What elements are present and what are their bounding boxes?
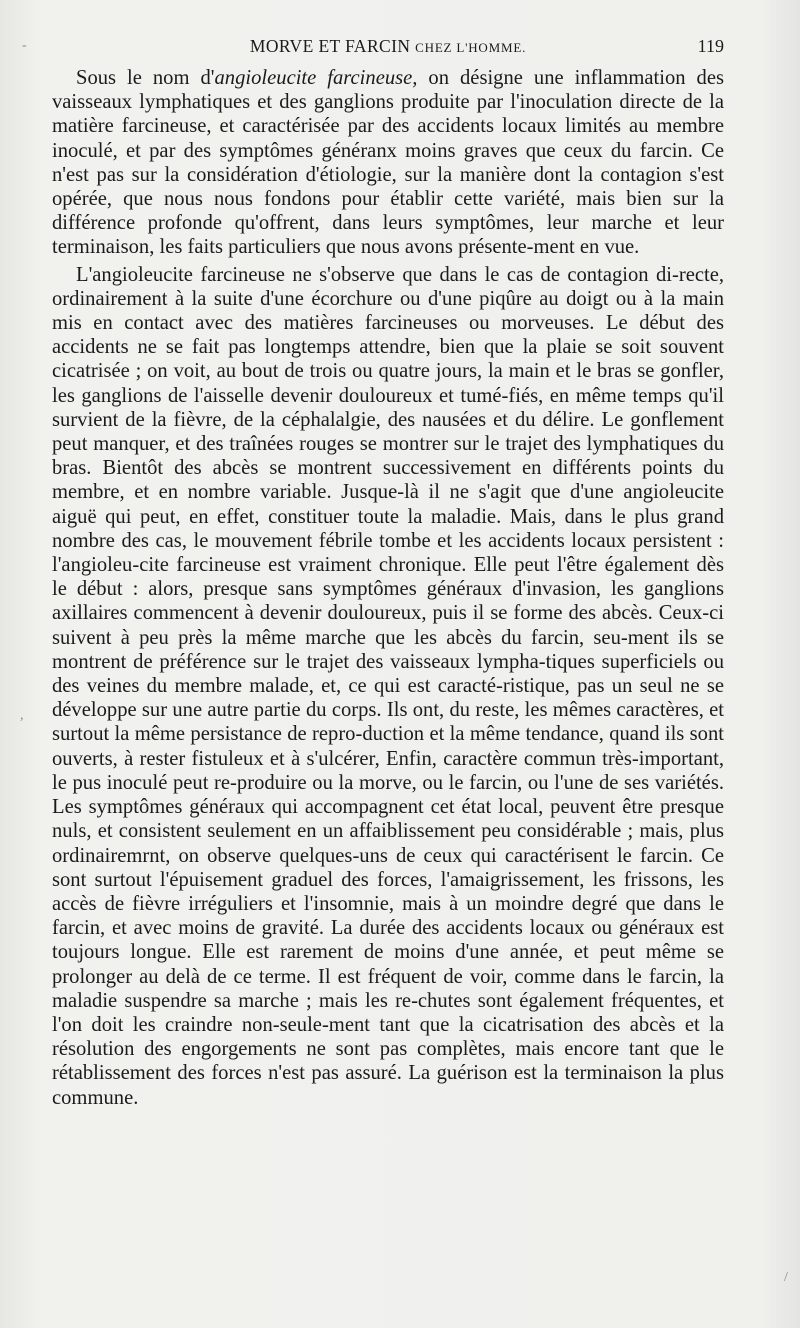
margin-speck: / <box>784 1270 788 1285</box>
paragraph-1-rest: on désigne une inflammation des vaisseaux lymphatiques et des ganglions produite par l'inoculation directe de la matière farcineuse, et caractérisée par des accidents locaux limités au membre inoculé, et par des symptômes généranx moins graves que ceux du farcin. Ce n'est pas sur la considération d'étiologie, sur la manière dont la contagion s'est opérée, que nous nous fondons pour établir cette variété, mais bien sur la différence profonde qu'offrent, dans leurs symptômes, leur marche et leur terminaison, les faits particuliers que nous avons présente-ment en vue. <box>52 67 725 259</box>
running-title-main: MORVE ET FARCIN <box>249 36 411 56</box>
paragraph-1 <box>52 66 724 260</box>
italic-term: angioleucite farcineuse, <box>214 67 418 89</box>
running-title-small-caps: CHEZ L'HOMME. <box>415 40 527 55</box>
paragraph-1-lead: Sous le nom d' <box>76 67 215 89</box>
running-title <box>52 36 724 57</box>
paragraph-2: L'angioleucite farcineuse ne s'observe que dans le cas de contagion di-recte, ordinairement à la suite d'une écorchure ou d'une piqûre au doigt ou à la main mis en contact avec des matières farcineuses ou morveuses. Le début des accidents ne se fait pas longtemps attendre, bien que la plaie se soit souvent cicatrisée ; on voit, au bout de trois ou quatre jours, la main et le bras se gonfler, les ganglions de l'aisselle devenir douloureux et tumé-fiés, en même temps qu'il survient de la fièvre, de la céphalalgie, des nausées et du délire. Le gonflement peut manquer, et des traînées rouges se montrer sur le trajet des lymphatiques du bras. Bientôt des abcès se montrent successivement en différents points du membre, et en nombre variable. Jusque-là il ne s'agit que d'une angioleucite aiguë qui peut, en effet, constituer toute la maladie. Mais, dans le plus grand nombre des cas, le mouvement fébrile tombe et les accidents locaux persistent : l'angioleu-cite farcineuse est vraiment chronique. Elle peut l'être également dès le début : alors, presque sans symptômes généraux d'invasion, les ganglions axillaires commencent à devenir douloureux, puis il se forme des abcès. Ceux-ci suivent à peu près la même marche que les abcès du farcin, seu-ment ils se montrent de préférence sur le trajet des vaisseaux lympha-tiques superficiels ou des veines du membre malade, et, ce qui est caracté-ristique, pas un seul ne se développe sur une autre partie du corps. Ils ont, du reste, les mêmes caractères, et surtout la même persistance de repro-duction et la même tendance, quand ils sont ouverts, à rester fistuleux et à s'ulcérer, Enfin, caractère commun très-important, le pus inoculé peut re-produire ou la morve, ou le farcin, ou l'une de ses variétés. Les symptômes généraux qui accompagnent cet état local, peuvent être presque nuls, et consistent seulement en un affaiblissement peu considérable ; mais, plus ordinairemrnt, on observe quelques-uns de ceux qui caractérisent le farcin. Ce sont surtout l'épuisement graduel des forces, l'amaigrissement, les frissons, les accès de fièvre irréguliers et l'insomnie, mais à un moindre degré que dans le farcin, et avec moins de gravité. La durée des accidents locaux ou généraux est toujours longue. Elle est rarement de moins d'une année, et peut même se prolonger au delà de ce terme. Il est fréquent de voir, comme dans le farcin, la maladie suspendre sa marche ; mais les re-chutes sont également fréquentes, et l'on doit les craindre non-seule-ment tant que la cicatrisation des abcès et la résolution des engorgements ne sont pas complètes, mais encore tant que le rétablissement des forces n'est pas assuré. La guérison est la terminaison la plus commune. <box>52 263 724 1109</box>
running-head <box>52 36 724 62</box>
page-number: 119 <box>697 36 724 56</box>
margin-speck: - <box>22 38 27 53</box>
main-text <box>52 66 724 1113</box>
margin-speck: , <box>20 708 24 723</box>
